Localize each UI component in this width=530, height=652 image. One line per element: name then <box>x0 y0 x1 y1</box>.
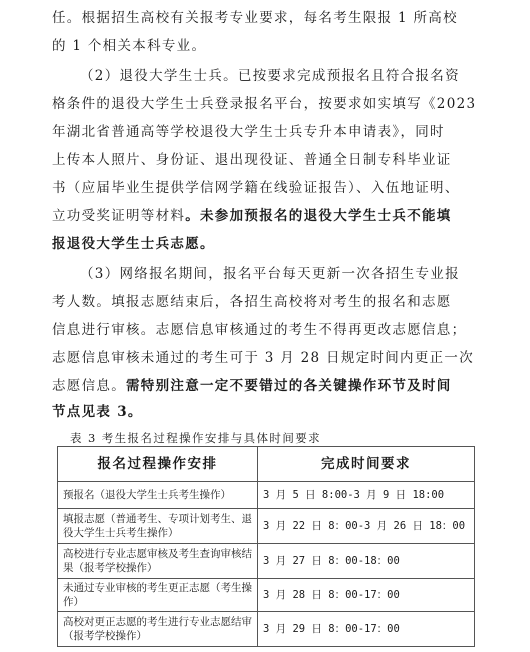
table-cell: 3 月 27 日 8：00-18：00 <box>258 544 475 579</box>
table-cell: 填报志愿（普通考生、专项计划考生、退役大学生士兵考生操作） <box>58 509 258 544</box>
text-segment: 志愿信息。 <box>52 378 126 394</box>
text-line: 考人数。填报志愿结束后，各招生高校将对考生的报名和志愿 <box>52 294 452 310</box>
text-line: 格条件的退役大学生士兵登录报名平台，按要求如实填写《2023 <box>52 96 477 112</box>
table-header: 报名过程操作安排 <box>58 447 258 482</box>
table-row <box>58 612 475 647</box>
table-cell: 3 月 28 日 8：00-17：00 <box>258 579 475 612</box>
text-line <box>52 206 482 226</box>
text-line: 节点见表 3。 <box>52 404 143 420</box>
table-cell: 3 月 22 日 8：00-3 月 26 日 18：00 <box>258 509 475 544</box>
table-cell: 预报名（退役大学生士兵考生操作） <box>58 482 258 509</box>
text-line: 的 1 个相关本科专业。 <box>52 38 207 54</box>
table-cell: 高校进行专业志愿审核及考生查询审核结果（报考学校操作） <box>58 544 258 579</box>
table-caption: 表 3 考生报名过程操作安排与具体时间要求 <box>70 431 322 445</box>
text-line: 年湖北省普通高等学校退役大学生士兵专升本申请表》，同时 <box>52 124 445 140</box>
table-cell: 未通过专业审核的考生更正志愿（考生操作） <box>58 579 258 612</box>
text-line: （2）退役大学生士兵。已按要求完成预报名且符合报名资 <box>80 68 460 84</box>
table-cell: 3 月 29 日 8：00-17：00 <box>258 612 475 647</box>
text-line: 报退役大学生士兵志愿。 <box>52 236 215 252</box>
text-line: 信息进行审核。志愿信息审核通过的考生不得再更改志愿信息； <box>52 322 467 338</box>
text-line: 书（应届毕业生提供学信网学籍在线验证报告）、入伍地证明、 <box>52 180 460 196</box>
bold-text-segment: 需特别注意一定不要错过的各关键操作环节及时间 <box>126 378 452 394</box>
table-row <box>58 482 475 509</box>
text-line: 志愿信息审核未通过的考生可于 3 月 28 日规定时间内更正一次 <box>52 350 475 366</box>
text-segment: 立功受奖证明等材料 <box>52 208 186 224</box>
table-row <box>58 544 475 579</box>
table-header: 完成时间要求 <box>258 447 475 482</box>
table-cell: 3 月 5 日 8:00-3 月 9 日 18:00 <box>258 482 475 509</box>
text-line <box>52 376 482 396</box>
schedule-table <box>57 446 475 647</box>
table-cell: 高校对更正志愿的考生进行专业志愿结审（报考学校操作） <box>58 612 258 647</box>
bold-text-segment: 。未参加预报名的退役大学生士兵不能填 <box>185 208 452 224</box>
text-line: （3）网络报名期间，报名平台每天更新一次各招生专业报 <box>80 266 460 282</box>
text-line: 任。根据招生高校有关报考专业要求，每名考生限报 1 所高校 <box>52 10 458 26</box>
text-line: 上传本人照片、身份证、退出现役证、普通全日制专科毕业证 <box>52 152 452 168</box>
table-row <box>58 579 475 612</box>
table-row <box>58 509 475 544</box>
